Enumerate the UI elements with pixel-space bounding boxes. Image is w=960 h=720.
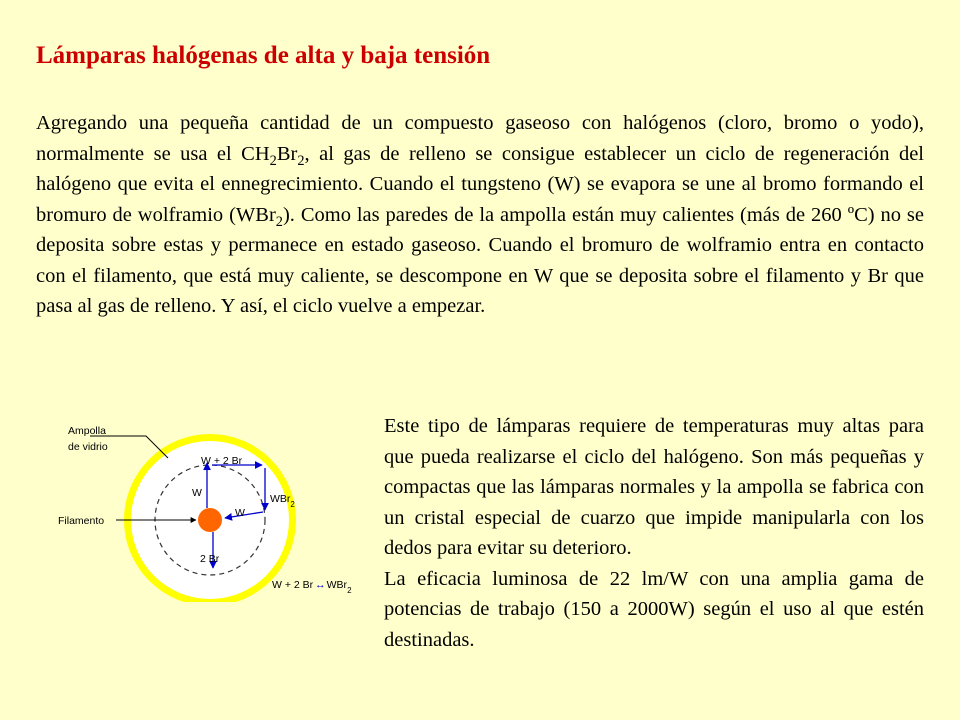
intro-text-d: ). Como las paredes de la ampolla están muy calientes (más de 260 ºC) no se deposita sobre estas y permanece en estado gaseoso. Cuando el bromuro de wolframio entra en contacto con el filamento, que está muy caliente, se descompone en W que se deposita sobre el filamento y Br que pasa al gas de relleno. Y así, el ciclo vuelve a empezar. xyxy=(36,203,924,317)
intro-text-b: Br xyxy=(276,142,298,165)
paragraph-temperature: Este tipo de lámparas requiere de temperaturas muy altas para que pueda realizarse el ciclo del halógeno. Son más pequeñas y compactas que las lámparas normales y la ampolla se fabrica con un cristal especial de cuarzo que impide manipularla con los dedos para evitar su deterioro. xyxy=(384,415,924,559)
label-wbr2: WBr$_2$ xyxy=(270,493,295,509)
halogen-cycle-diagram xyxy=(50,412,380,602)
label-w-inner: W xyxy=(235,507,245,519)
intro-sub-3: 2 xyxy=(275,213,283,230)
intro-paragraph xyxy=(36,108,924,322)
paragraph-efficacy: La eficacia luminosa de 22 lm/W con una amplia gama de potencias de trabajo (150 a 2000W) según el uso al que estén destinadas. xyxy=(384,567,924,651)
detail-paragraphs xyxy=(384,411,924,655)
label-filamento: Filamento xyxy=(58,515,105,527)
intro-sub-2: 2 xyxy=(297,152,305,169)
page-title: Lámparas halógenas de alta y baja tensión xyxy=(36,42,491,69)
label-2br: 2 Br xyxy=(200,553,220,565)
label-ampolla-1: Ampolla xyxy=(68,425,106,437)
intro-sub-1: 2 xyxy=(269,152,277,169)
label-w-left: W xyxy=(192,487,202,499)
label-ampolla-2: de vidrio xyxy=(68,441,108,453)
label-equation: W + 2 Br ↔WBr$_2$ xyxy=(272,579,352,595)
filament-circle xyxy=(198,508,222,532)
intro-text-c: , al gas de relleno se consigue establecer un ciclo de regeneración del halógeno que evita el ennegrecimiento. Cuando el tungsteno (W) se evapora se une al bromo formando el bromuro de wolframio (WBr xyxy=(36,142,924,226)
intro-text-a: Agregando una pequeña cantidad de un compuesto gaseoso con halógenos (cloro, bromo o yodo), normalmente se usa el CH xyxy=(36,112,924,165)
label-w-2br: W + 2 Br xyxy=(201,455,243,467)
